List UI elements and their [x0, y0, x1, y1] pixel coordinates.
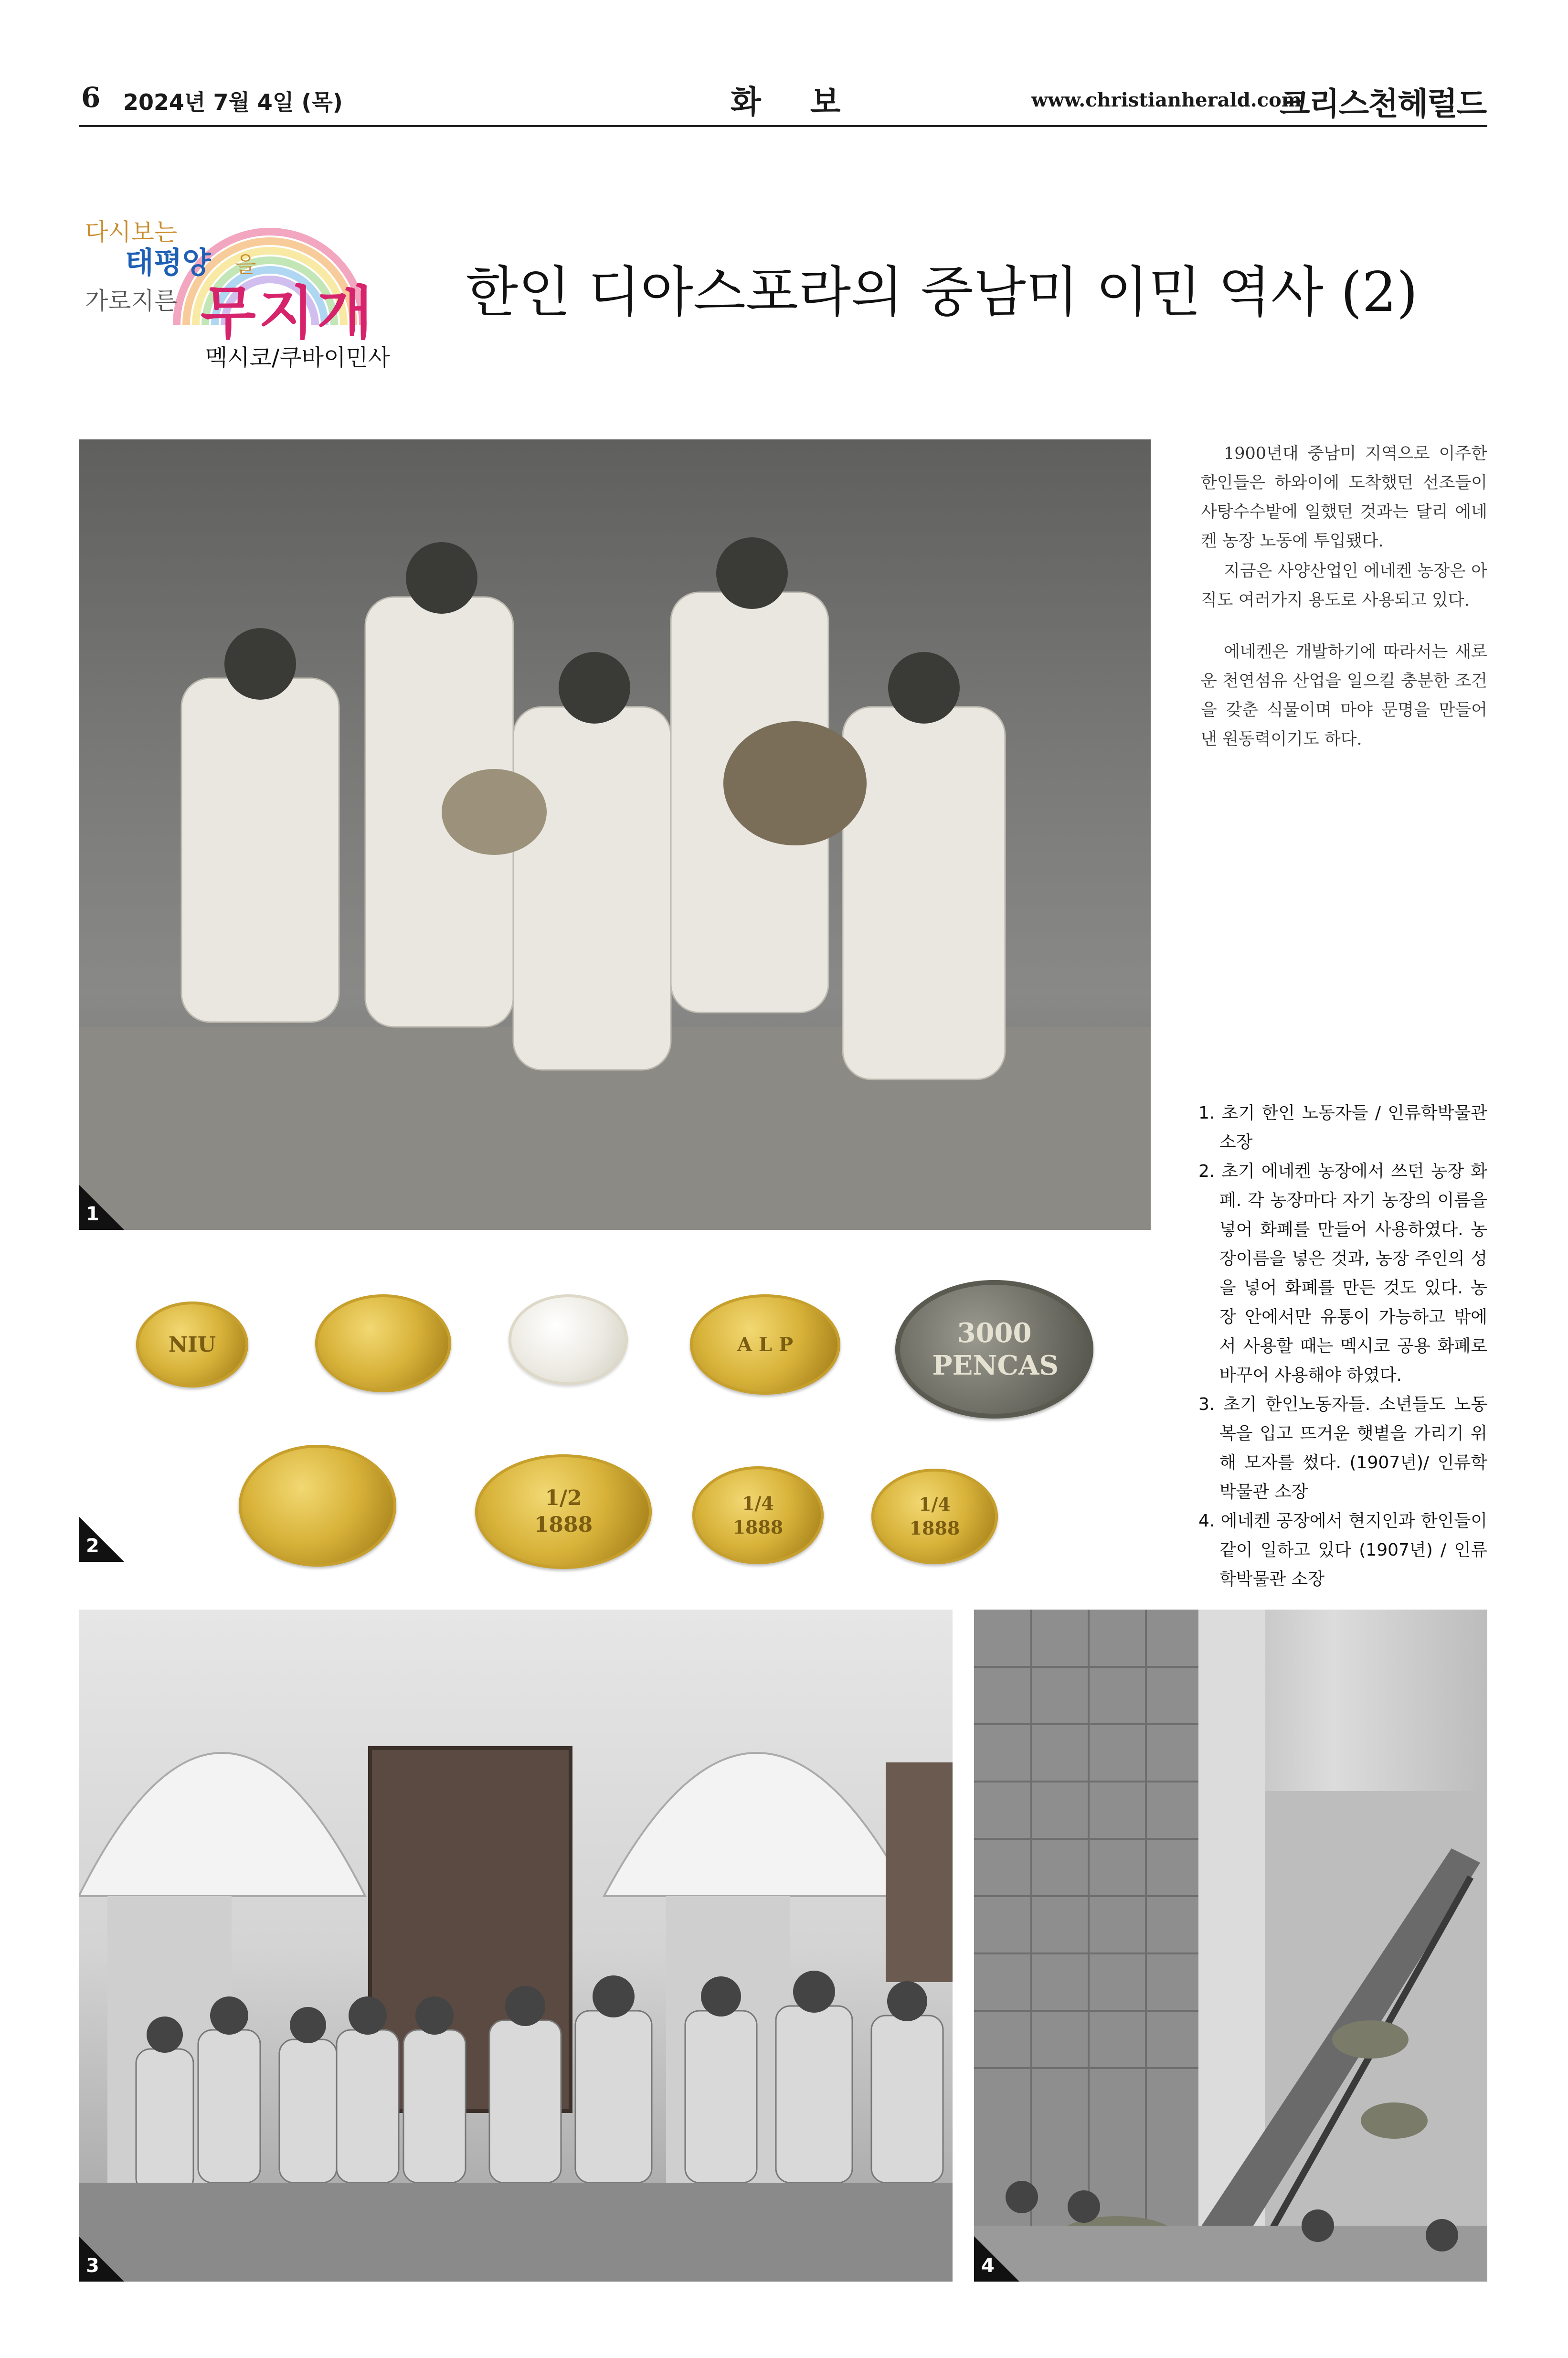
plantation-coin-8 [692, 1466, 824, 1564]
photo3-number: 3 [86, 2255, 99, 2277]
coin-9-text: 1/4 1888 [909, 1494, 960, 1539]
website-url[interactable]: www.christianherald.com [1031, 89, 1302, 111]
coin-1-text: NIU [168, 1332, 216, 1357]
caption-1: 1. 초기 한인 노동자들 / 인류학박물관 소장 [1198, 1103, 1487, 1152]
series-logo-line4: 무지개 [201, 280, 375, 347]
article-paragraph-2: 지금은 사양산업인 에네켄 농장은 아직도 여러가지 용도로 사용되고 있다. [1201, 562, 1487, 610]
photo4-number-badge [974, 2236, 1019, 2282]
series-logo-line2-particle: 을 [235, 252, 256, 277]
caption-2: 2. 초기 에네켄 농장에서 쓰던 농장 화폐. 각 농장마다 자기 농장의 이름을 넣어 화폐를 만들어 사용하였다. 농장이름을 넣은 것과, 농장 주인의 성을 넣어 화폐를 만든 것도 있다. 농장 안에서만 유통이 가능하고 밖에서 사용할 때는 멕시코 공용 화폐로 바꾸어 사용해야 하였다. [1198, 1162, 1487, 1385]
caption-4: 4. 에네켄 공장에서 현지인과 한인들이 같이 일하고 있다 (1907년) / 인류학박물관 소장 [1198, 1511, 1487, 1589]
photo4-number: 4 [981, 2255, 995, 2277]
plantation-coin-3 [509, 1294, 628, 1385]
series-logo-subtitle: 멕시코/쿠바이민사 [205, 344, 391, 371]
article-paragraph-1: 1900년대 중남미 지역으로 이주한 한인들은 하와이에 도착했던 선조들이 사탕수수밭에 일했던 것과는 달리 에네켄 농장 노동에 투입됐다. [1201, 444, 1487, 551]
photo4-illustration [974, 1610, 1487, 2282]
plantation-coin-4 [690, 1294, 840, 1395]
series-logo-line2: 태평양 [125, 245, 211, 280]
coin-8-text: 1/4 1888 [732, 1492, 784, 1538]
series-logo-line3: 가로지른 [85, 287, 178, 315]
photo1-number-badge [79, 1184, 124, 1230]
plantation-coin-2 [315, 1294, 451, 1392]
article-paragraph-3: 에네켄은 개발하기에 따라서는 새로운 천연섬유 산업을 일으킬 충분한 조건을 갖춘 식물이며 마야 문명을 만들어 낸 원동력이기도 하다. [1201, 642, 1487, 749]
photo-korean-laborers-group [79, 1610, 953, 2282]
newspaper-name: 크리스천헤럴드 [1280, 85, 1486, 122]
article-title: 한인 디아스포라의 중남미 이민 역사 (2) [466, 260, 1418, 324]
section-title: 화 보 [731, 84, 860, 120]
plantation-coin-1 [136, 1302, 248, 1387]
photo3-number-badge [79, 2236, 124, 2282]
plantation-coin-7 [475, 1454, 652, 1569]
plantation-coin-6 [239, 1445, 396, 1567]
series-logo-line1: 다시보는 [85, 218, 178, 246]
photo-henequen-factory [974, 1610, 1487, 2282]
photo3-illustration [79, 1610, 953, 2282]
plantation-coin-9 [871, 1469, 998, 1564]
coin-4-text: A L P [737, 1333, 794, 1356]
photo2-number: 2 [86, 1535, 99, 1557]
photo1-illustration [79, 439, 1151, 1230]
photo-early-korean-laborers [79, 439, 1151, 1230]
coin-5-text: 3000 PENCAS [932, 1317, 1059, 1381]
header-rule [79, 125, 1487, 127]
photo1-number: 1 [86, 1203, 99, 1225]
plantation-coin-5 [895, 1280, 1093, 1419]
caption-3: 3. 초기 한인노동자들. 소년들도 노동복을 입고 뜨거운 햇볕을 가리기 위해 모자를 썼다. (1907년)/ 인류학박물관 소장 [1198, 1395, 1487, 1502]
coin-7-text: 1/2 1888 [534, 1486, 593, 1537]
photo-captions [1198, 1099, 1487, 1594]
photo2-number-badge [79, 1516, 124, 1562]
issue-date: 2024년 7월 4일 (목) [123, 89, 343, 115]
page-number: 6 [81, 81, 101, 114]
